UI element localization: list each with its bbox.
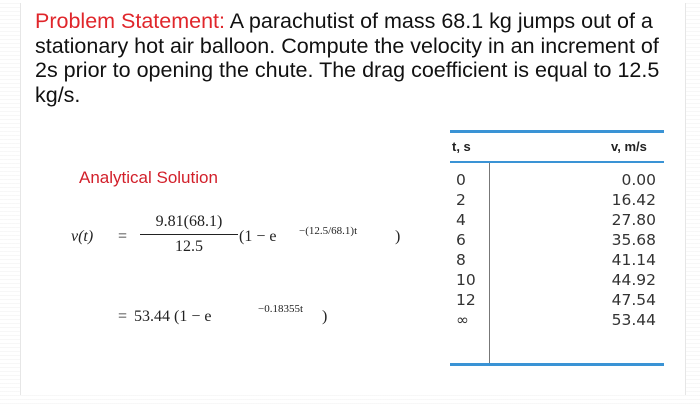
velocity-cell: 44.92 (611, 271, 656, 289)
velocity-column (598, 170, 656, 330)
time-cell: 0 (456, 171, 466, 189)
velocity-cell: 53.44 (611, 311, 656, 329)
velocity-cell: 16.42 (611, 191, 656, 209)
velocity-function: v(t) (71, 228, 94, 245)
equals-sign: = (118, 228, 128, 245)
problem-statement (35, 9, 675, 107)
time-cell: 8 (456, 251, 466, 269)
velocity-cell: 41.14 (611, 251, 656, 269)
time-cell: 6 (456, 231, 466, 249)
time-cell: 12 (456, 291, 476, 309)
equals-sign-2: = (118, 308, 128, 325)
exponent: −(12.5/68.1)t (299, 225, 358, 237)
table-top-rule (450, 130, 664, 133)
column-separator (489, 163, 490, 363)
velocity-cell: 27.80 (611, 211, 656, 229)
slide (20, 3, 686, 395)
fraction-numerator: 9.81(68.1) (155, 213, 223, 230)
closing-paren-2: ) (322, 308, 328, 325)
velocity-cell: 47.54 (611, 291, 656, 309)
problem-statement-label: Problem Statement: (35, 9, 226, 33)
exponent-2: −0.18355t (258, 303, 304, 315)
table-header-velocity: v, m/s (611, 139, 647, 154)
time-cell: 10 (456, 271, 476, 289)
problem-statement-text: A parachutist of mass 68.1 kg jumps out of a stationary hot air balloon. Compute the velocity in an increment of 2s prior to opening the chute. The drag coefficient is equal to 12.5 kg/s. (35, 9, 660, 107)
fraction-bar (140, 234, 238, 235)
fraction-denominator: 12.5 (175, 238, 203, 255)
fraction (140, 213, 238, 256)
exponential-term: (1 − e (239, 228, 277, 245)
velocity-cell: 35.68 (611, 231, 656, 249)
time-cell: 2 (456, 191, 466, 209)
time-cell: 4 (456, 211, 466, 229)
time-cell: ∞ (456, 311, 469, 329)
velocity-cell: 0.00 (621, 171, 656, 189)
analytical-solution-title: Analytical Solution (79, 168, 218, 187)
closing-paren: ) (395, 228, 401, 245)
simplified-expression: 53.44 (1 − e (134, 308, 212, 325)
time-column (456, 170, 482, 330)
table-header-time: t, s (452, 139, 471, 154)
table-bottom-rule (450, 363, 664, 366)
table-header-rule (450, 161, 664, 163)
